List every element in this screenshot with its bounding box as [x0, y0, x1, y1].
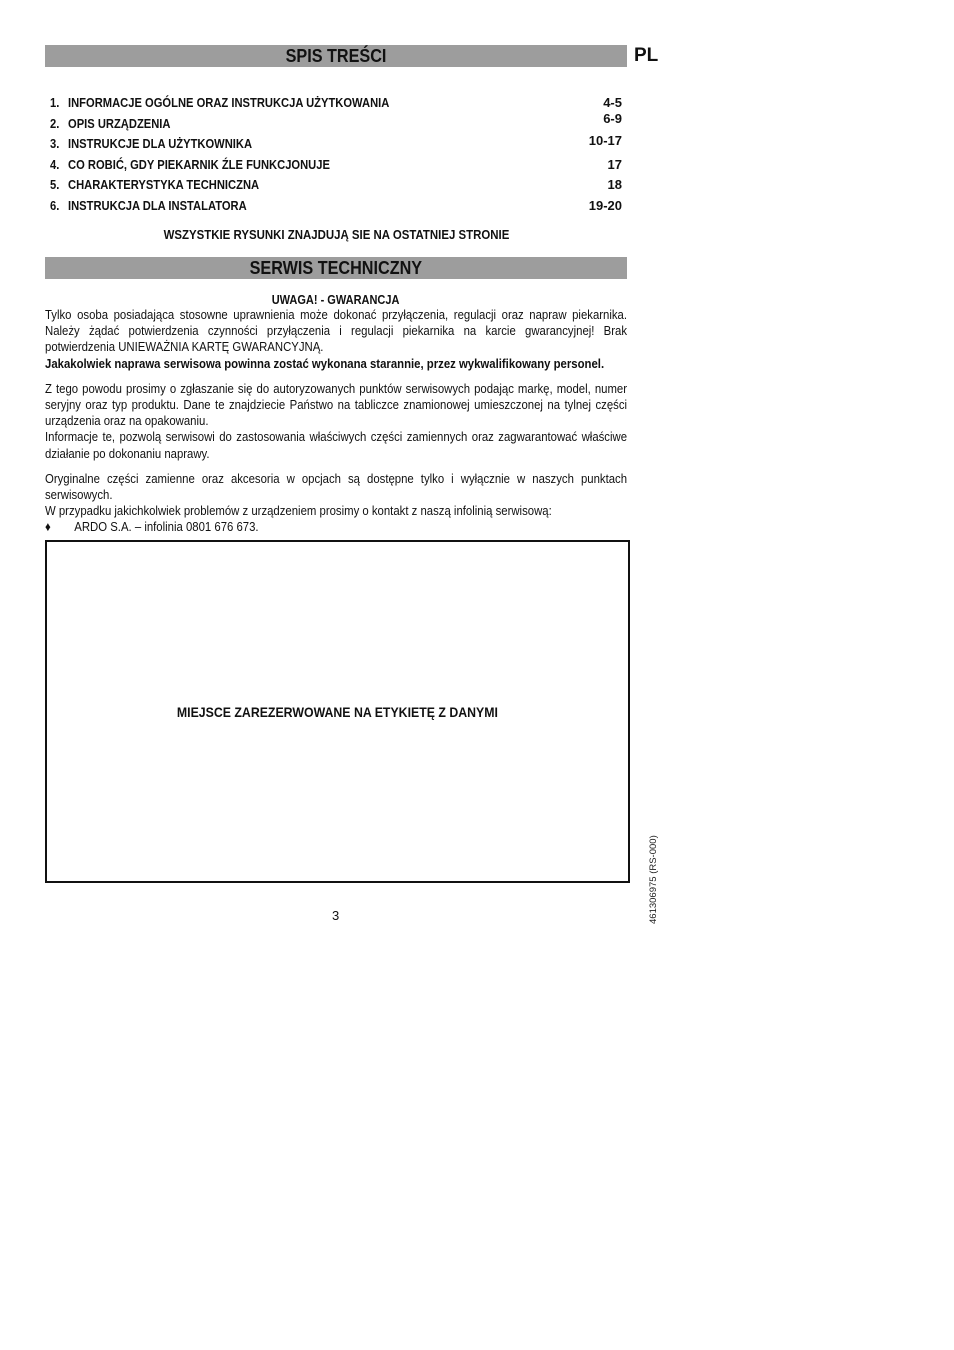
- toc-item-pages: 18: [607, 177, 622, 192]
- toc-item-number: 1.: [50, 95, 60, 110]
- toc-note: [45, 227, 627, 242]
- diamond-bullet-icon: ♦: [45, 519, 51, 535]
- toc-item-label: CO ROBIĆ, GDY PIEKARNIK ŹLE FUNKCJONUJE: [68, 157, 330, 172]
- toc-item: [50, 157, 622, 173]
- toc-title: SPIS TREŚCI: [285, 46, 387, 66]
- toc-item: [50, 111, 622, 132]
- service-body: [45, 307, 627, 536]
- toc-item-number: 2.: [50, 116, 60, 131]
- toc-item: [50, 133, 622, 152]
- toc-item: [50, 198, 622, 214]
- hotline-bullet: [45, 519, 627, 535]
- toc-item-label: CHARAKTERYSTYKA TECHNICZNA: [68, 177, 260, 192]
- service-paragraph: Oryginalne części zamienne oraz akcesoria w opcjach są dostępne tylko i wyłącznie w naszych punktach serwisowych.: [45, 470, 628, 503]
- service-paragraph: Z tego powodu prosimy o zgłaszanie się do autoryzowanych punktów serwisowych podając markę, model, numer seryjny oraz typ produktu. Dane te znajdziecie Państwo na tabliczce znamionowej umieszczonej na tylnej części urządzenia oraz na opakowaniu.: [45, 380, 628, 429]
- toc-item-label: INSTRUKCJA DLA INSTALATORA: [68, 198, 247, 213]
- toc-item-label: INFORMACJE OGÓLNE ORAZ INSTRUKCJA UŻYTKOWANIA: [68, 95, 390, 110]
- service-title-bar: [45, 257, 627, 279]
- toc-item-pages: 17: [607, 157, 622, 172]
- service-paragraph: Tylko osoba posiadająca stosowne uprawnienia może dokonać przyłączenia, regulacji oraz napraw piekarnika. Należy żądać potwierdzenia czynności przyłączenia i regulacji piekarnika na karcie gwarancyjnej! Brak potwierdzenia UNIEWAŻNIA KARTĘ GWARANCYJNĄ.: [45, 307, 628, 355]
- page-number: 3: [332, 908, 340, 923]
- service-paragraph: Informacje te, pozwolą serwisowi do zastosowania właściwych części zamiennych oraz zagwarantować właściwe działanie po dokonaniu naprawy.: [45, 429, 628, 461]
- data-label-placeholder: [45, 540, 630, 883]
- toc-item-number: 6.: [50, 198, 60, 213]
- data-label-placeholder-text: [47, 704, 628, 720]
- service-paragraph-bold: Jakakolwiek naprawa serwisowa powinna zostać wykonana starannie, przez wykwalifikowany personel.: [45, 355, 605, 371]
- toc-title-bar: [45, 45, 627, 67]
- warranty-heading-text: UWAGA! - GWARANCJA: [272, 293, 400, 307]
- toc-item-number: 5.: [50, 177, 60, 192]
- toc-item-pages: 10-17: [588, 133, 622, 148]
- toc-item-pages: 4-5: [603, 95, 622, 110]
- data-label-placeholder-caption: MIEJSCE ZAREZERWOWANE NA ETYKIETĘ Z DANYMI: [176, 704, 499, 720]
- service-paragraph: W przypadku jakichkolwiek problemów z urządzeniem prosimy o kontakt z naszą infolinią serwisową:: [45, 503, 552, 519]
- toc-item-pages: 19-20: [588, 198, 622, 213]
- toc-item-label: INSTRUKCJE DLA UŻYTKOWNIKA: [68, 136, 253, 151]
- hotline-text: ARDO S.A. – infolinia 0801 676 673.: [74, 519, 259, 535]
- toc-item: [50, 177, 622, 193]
- toc-item-pages: 6-9: [603, 111, 622, 126]
- toc-item: [50, 95, 622, 111]
- document-code: 461306975 (RS-000): [648, 835, 659, 924]
- warranty-heading: [45, 293, 627, 307]
- toc-note-text: WSZYSTKIE RYSUNKI ZNAJDUJĄ SIE NA OSTATNIEJ STRONIE: [163, 227, 509, 242]
- toc-item-number: 3.: [50, 136, 60, 151]
- language-code: PL: [634, 45, 659, 66]
- service-title: SERWIS TECHNICZNY: [249, 258, 423, 278]
- toc-item-label: OPIS URZĄDZENIA: [68, 116, 171, 131]
- toc-item-number: 4.: [50, 157, 60, 172]
